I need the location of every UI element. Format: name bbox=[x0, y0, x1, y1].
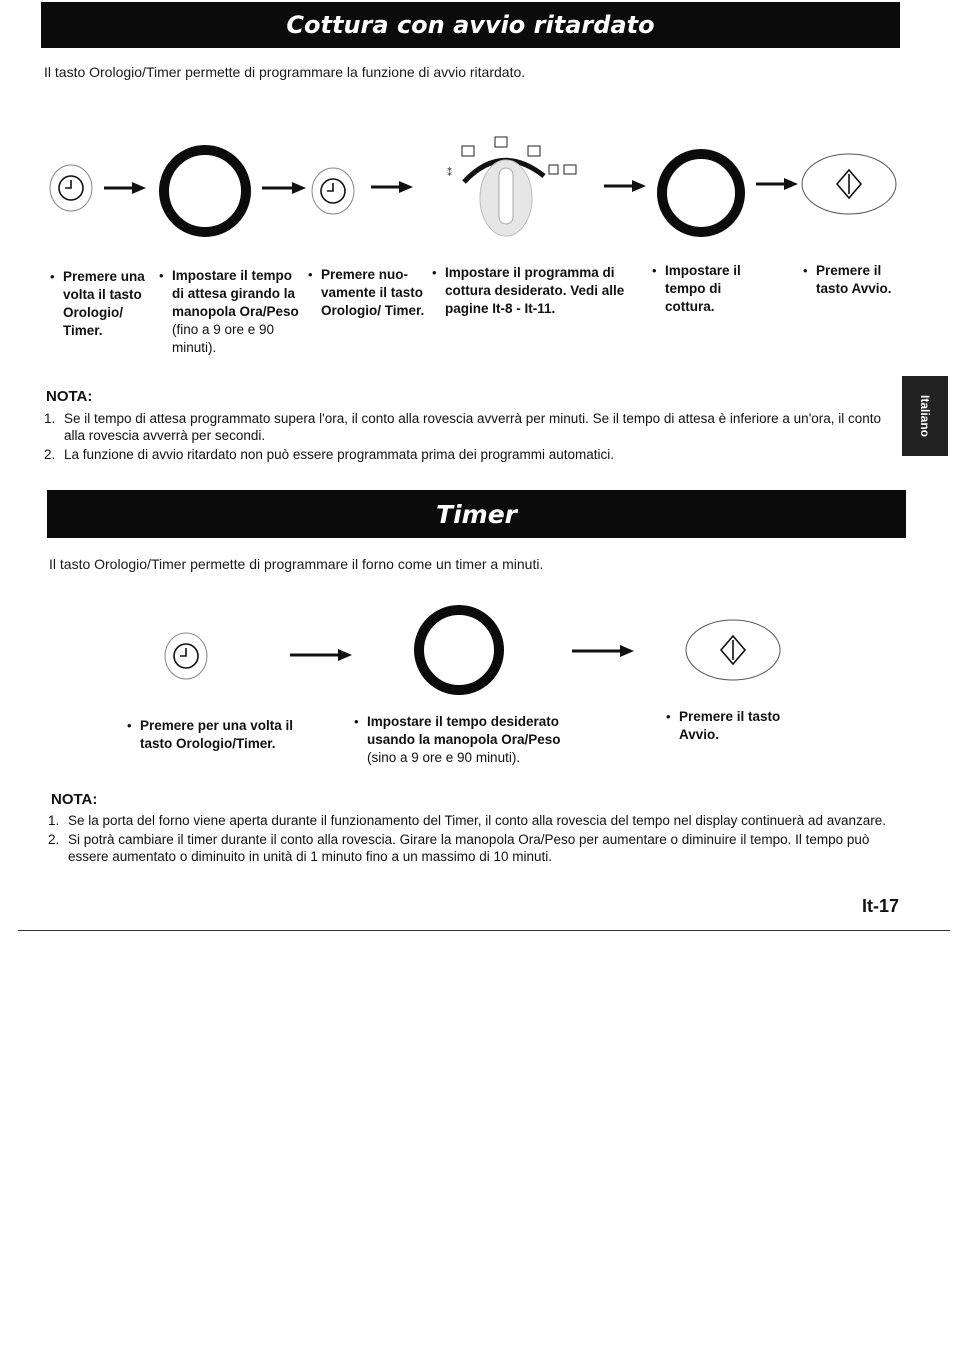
footer-divider bbox=[18, 930, 950, 931]
bullet: • bbox=[308, 267, 313, 282]
clock-button-icon bbox=[163, 631, 209, 681]
section-intro: Il tasto Orologio/Timer permette di programmare il forno come un timer a minuti. bbox=[49, 556, 544, 572]
step-4: • Impostare il programma di cottura desiderato. Vedi alle pagine It-8 - It-11. bbox=[432, 265, 625, 316]
bullet: • bbox=[354, 714, 359, 729]
bullet: • bbox=[666, 709, 671, 724]
arrow-right-icon bbox=[371, 181, 413, 193]
clock-button-icon bbox=[310, 166, 356, 216]
program-selector-knob-icon bbox=[444, 134, 584, 240]
step-6: • Premere il tasto Avvio. bbox=[803, 263, 892, 296]
step-1: • Premere una volta il tasto Orologio/ Timer. bbox=[50, 269, 145, 338]
dial-knob-icon bbox=[158, 144, 252, 238]
start-button-icon bbox=[800, 152, 898, 216]
page-number: It-17 bbox=[862, 896, 900, 916]
bullet: • bbox=[159, 268, 164, 283]
nota-heading: NOTA: bbox=[51, 791, 98, 808]
arrow-right-icon bbox=[604, 180, 646, 192]
notes-list bbox=[44, 410, 892, 465]
section-intro: Il tasto Orologio/Timer permette di programmare la funzione di avvio ritardato. bbox=[44, 64, 526, 80]
dial-knob-icon bbox=[413, 604, 505, 696]
language-side-tab bbox=[902, 376, 948, 456]
bullet: • bbox=[803, 263, 808, 278]
note-item: 2. La funzione di avvio ritardato non può essere programmata prima dei programmi automatici. bbox=[44, 447, 615, 462]
svg-text:⁑: ⁑ bbox=[447, 168, 452, 179]
bullet: • bbox=[432, 265, 437, 280]
section-title-delayed-start bbox=[41, 2, 900, 48]
clock-button-icon bbox=[48, 163, 94, 213]
timer-step-2: • Impostare il tempo desiderato usando la manopola Ora/Peso (sino a 9 ore e 90 minuti). bbox=[354, 714, 561, 765]
step-5: • Impostare il tempo di cottura. bbox=[652, 263, 741, 314]
note-item: 1. Se il tempo di attesa programmato supera l'ora, il conto alla rovescia avverrà per minuti. Se il tempo di attesa è inferiore a un'ora, il conto alla rovescia avverrà per secondi. bbox=[44, 411, 882, 443]
timer-step-1: • Premere per una volta il tasto Orologio/Timer. bbox=[127, 718, 294, 751]
step-3: • Premere nuo- vamente il tasto Orologio/ Timer. bbox=[308, 267, 425, 318]
notes-list bbox=[48, 812, 904, 867]
nota-heading: NOTA: bbox=[46, 388, 93, 405]
section-title-text: Cottura con avvio ritardato bbox=[286, 11, 655, 39]
bullet: • bbox=[127, 718, 132, 733]
start-button-icon bbox=[684, 618, 782, 682]
arrow-right-icon bbox=[572, 645, 634, 657]
arrow-right-icon bbox=[756, 178, 798, 190]
bullet: • bbox=[652, 263, 657, 278]
step-2: • Impostare il tempo di attesa girando la manopola Ora/Peso (fino a 9 ore e 90 minuti). bbox=[159, 268, 299, 355]
note-item: 1. Se la porta del forno viene aperta durante il funzionamento del Timer, il conto alla rovescia del tempo nel display continuerà ad avanzare. bbox=[48, 813, 886, 828]
arrow-right-icon bbox=[262, 182, 306, 194]
section-title-text: Timer bbox=[436, 499, 517, 529]
language-label: Italiano bbox=[918, 394, 932, 438]
arrow-right-icon bbox=[104, 182, 146, 194]
bullet: • bbox=[50, 269, 55, 284]
section-title-timer bbox=[47, 490, 906, 538]
timer-step-3: • Premere il tasto Avvio. bbox=[666, 709, 781, 742]
note-item: 2. Si potrà cambiare il timer durante il conto alla rovescia. Girare la manopola Ora/Peso per aumentare o diminuire il tempo. Il tempo può essere aumentato o diminuito in unità di 1 minuto fino a un massimo di 10 minuti. bbox=[48, 832, 870, 864]
dial-knob-icon bbox=[656, 148, 746, 238]
arrow-right-icon bbox=[290, 649, 352, 661]
